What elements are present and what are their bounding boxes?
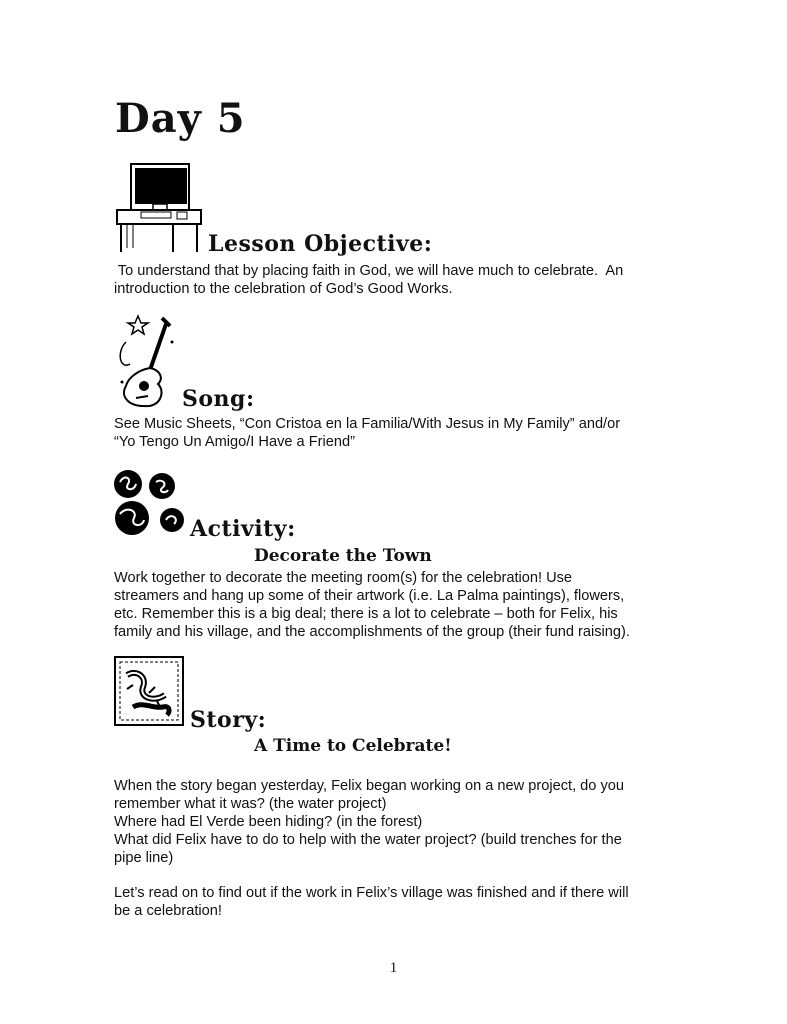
activity-heading: Activity: [190,516,296,542]
lizard-tile-icon [113,655,185,727]
activity-subheading: Decorate the Town [254,546,432,566]
song-text [114,415,674,451]
page-title: Day 5 [115,95,246,142]
lesson-objective-text [114,262,674,298]
text-line: “Yo Tengo Un Amigo/I Have a Friend” [114,434,355,450]
text-line: streamers and hang up some of their artwork (i.e. La Palma paintings), flowers, [114,588,625,604]
text-line: be a celebration! [114,903,222,919]
text-line: Where had El Verde been hiding? (in the forest) [114,814,423,830]
story-closing [114,884,674,920]
decorative-circles-icon [112,468,188,540]
text-line: When the story began yesterday, Felix began working on a new project, do you [114,778,624,794]
lesson-objective-heading: Lesson Objective: [208,231,433,257]
text-line: What did Felix have to do to help with the water project? (build trenches for the [114,832,622,848]
story-questions [114,777,674,867]
story-heading: Story: [190,707,267,733]
text-line: introduction to the celebration of God’s Good Works. [114,281,453,297]
text-line: Let’s read on to find out if the work in Felix’s village was finished and if there will [114,885,629,901]
text-line: See Music Sheets, “Con Cristoa en la Familia/With Jesus in My Family” and/or [114,416,621,432]
story-subheading: A Time to Celebrate! [254,736,452,756]
text-line: remember what it was? (the water project) [114,796,387,812]
text-line: family and his village, and the accomplishments of the group (their fund raising). [114,624,630,640]
guitar-icon [112,312,182,410]
song-heading: Song: [182,386,255,412]
text-line: pipe line) [114,850,174,866]
text-line: etc. Remember this is a big deal; there is a lot to celebrate – both for Felix, his [114,606,618,622]
text-line: Work together to decorate the meeting room(s) for the celebration! Use [114,570,573,586]
page-number: 1 [389,960,398,976]
text-line: To understand that by placing faith in God, we will have much to celebrate. An [114,263,624,279]
computer-desk-icon [113,160,205,256]
activity-text [114,569,674,641]
